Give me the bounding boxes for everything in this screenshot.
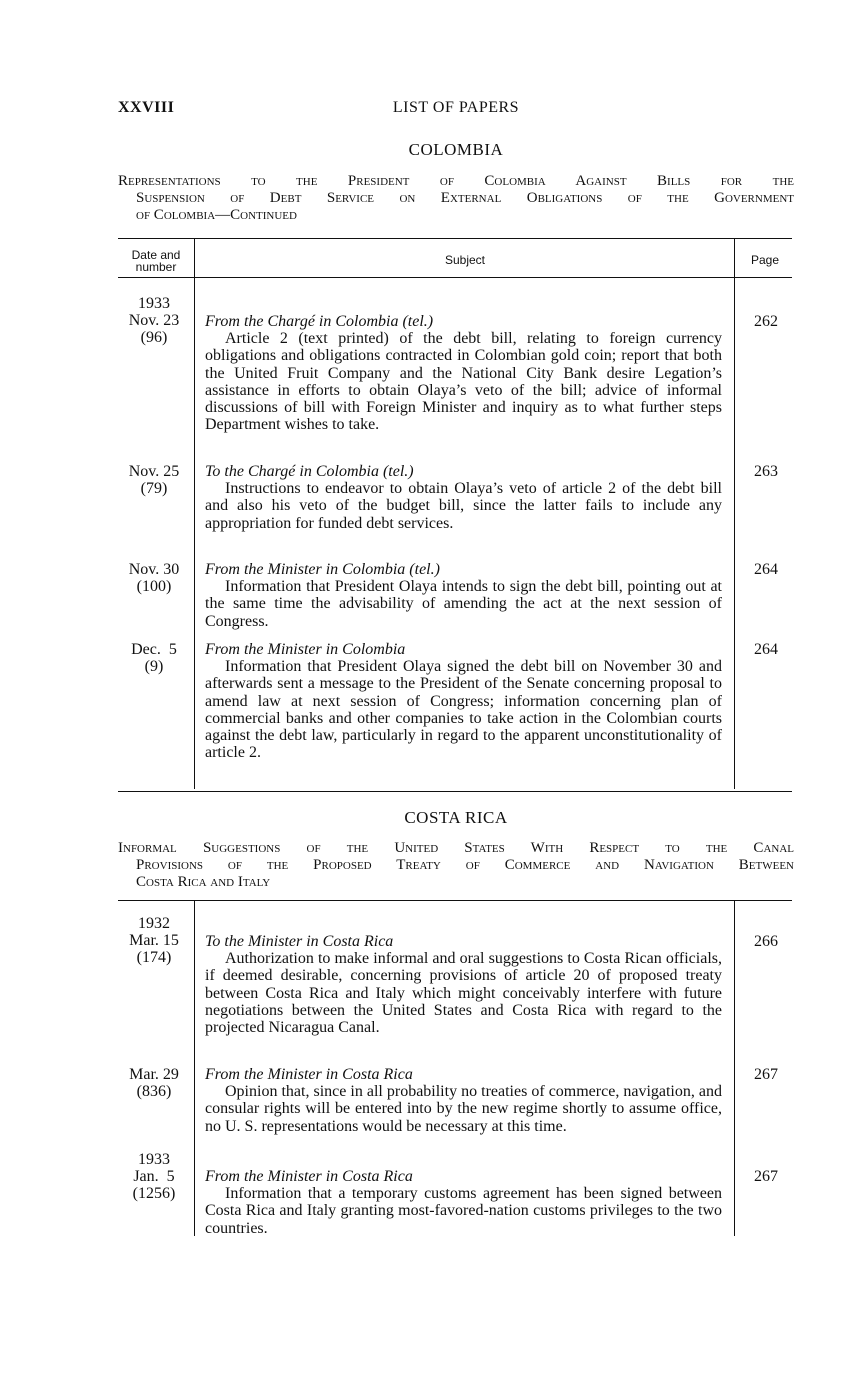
section-title-line: of Colombia—Continued: [136, 207, 297, 223]
entry-page: 267: [754, 1066, 778, 1083]
country-heading: COSTA RICA: [404, 808, 508, 827]
entry-date: Dec. 5 (9): [131, 641, 177, 675]
entry-subject: [205, 313, 722, 433]
entry-page: 262: [754, 313, 778, 330]
entry-text: Authorization to make informal and oral suggestions to Costa Rican officials, if deemed desirable, concerning provisions of article 20 of proposed treaty between Costa Rica and Italy which might conceivably interfere with future negotiations between the United States and Costa Rica with regard to the projected Nicaragua Canal.: [205, 950, 722, 1037]
entry-subject: [205, 1168, 722, 1237]
entry-date: 1933 Jan. 5 (1256): [132, 1151, 176, 1202]
entry-page: 264: [754, 561, 778, 578]
entry-subject: [205, 463, 722, 532]
entry-page: 263: [754, 463, 778, 480]
page-numeral: XXVIII: [118, 99, 175, 116]
table-top-rule: [118, 900, 792, 901]
entry-text: Opinion that, since in all probability no treaties of commerce, navigation, and consular rights will be entered into by the new regime shortly to assume office, no U. S. representations would be necessary at this time.: [205, 1083, 722, 1135]
entry-source: From the Minister in Costa Rica: [205, 1168, 413, 1185]
country-heading: COLOMBIA: [408, 140, 504, 159]
entry-date: Nov. 30 (100): [128, 561, 180, 595]
entry-page: 266: [754, 933, 778, 950]
entry-source: To the Chargé in Colombia (tel.): [205, 463, 414, 480]
entry-source: From the Minister in Colombia: [205, 641, 406, 658]
header-rule: [118, 277, 792, 278]
entry-text: Information that a temporary customs agreement has been signed between Costa Rica and Italy granting most-favored-nation customs privileges to the two countries.: [205, 1185, 722, 1237]
entry-source: To the Minister in Costa Rica: [205, 933, 394, 950]
section-title: [118, 840, 794, 891]
entry-source: From the Minister in Costa Rica: [205, 1066, 413, 1083]
column-header-page: Page: [750, 253, 780, 267]
section-title-line: Provisions of the Proposed Treaty of Commerce and Navigation Between: [136, 857, 794, 873]
section-title-line: Suspension of Debt Service on External Obligations of the Government: [136, 190, 794, 206]
section-title: [118, 173, 794, 224]
entry-date: 1933 Nov. 23 (96): [128, 295, 180, 346]
section-title-line: Informal Suggestions of the United States With Respect to the Canal: [118, 840, 794, 856]
entry-page: 267: [754, 1168, 778, 1185]
running-title: LIST OF PAPERS: [392, 99, 520, 116]
entry-date: Mar. 29 (836): [129, 1066, 179, 1100]
column-divider: [734, 238, 735, 789]
table-bottom-rule: [118, 791, 792, 792]
entry-subject: [205, 641, 722, 761]
entry-source: From the Minister in Colombia (tel.): [205, 561, 440, 578]
column-divider: [734, 900, 735, 1236]
running-header: [118, 99, 794, 119]
column-header-subject: Subject: [444, 253, 486, 267]
section-title-line: Costa Rica and Italy: [136, 874, 271, 890]
entry-text: Information that President Olaya signed the debt bill on November 30 and afterwards sent a message to the President of the Senate concerning proposal to amend law at next session of Congress; information concerning plan of commercial banks and other companies to take action in the Colombian courts against the debt law, particularly in regard to the apparent unconstitutionality of article 2.: [205, 658, 722, 762]
entry-page: 264: [754, 641, 778, 658]
entry-subject: [205, 561, 722, 630]
section-title-line: Representations to the President of Colombia Against Bills for the: [118, 173, 794, 189]
entry-text: Article 2 (text printed) of the debt bill, relating to foreign currency obligations and obligations contracted in Colombian gold coin; report that both the United Fruit Company and the National City Bank desire Legation’s assistance in efforts to obtain Olaya’s veto of the bill; advice of informal discussions of bill with Foreign Minister and inquiry as to what further steps Department wishes to take.: [205, 330, 722, 434]
entry-text: Information that President Olaya intends to sign the debt bill, pointing out at the same time the advisability of amending the act at the next session of Congress.: [205, 578, 722, 630]
entry-source: From the Chargé in Colombia (tel.): [205, 313, 434, 330]
entry-date: Nov. 25 (79): [128, 463, 180, 497]
entry-date: 1932 Mar. 15 (174): [129, 915, 179, 966]
entry-subject: [205, 1066, 722, 1135]
column-header-date: Date and number: [131, 248, 181, 274]
entry-text: Instructions to endeavor to obtain Olaya’s veto of article 2 of the debt bill and also his veto of the budget bill, since the latter fails to include any appropriation for funded debt services.: [205, 480, 722, 532]
entry-subject: [205, 933, 722, 1036]
table-top-rule: [118, 238, 792, 239]
